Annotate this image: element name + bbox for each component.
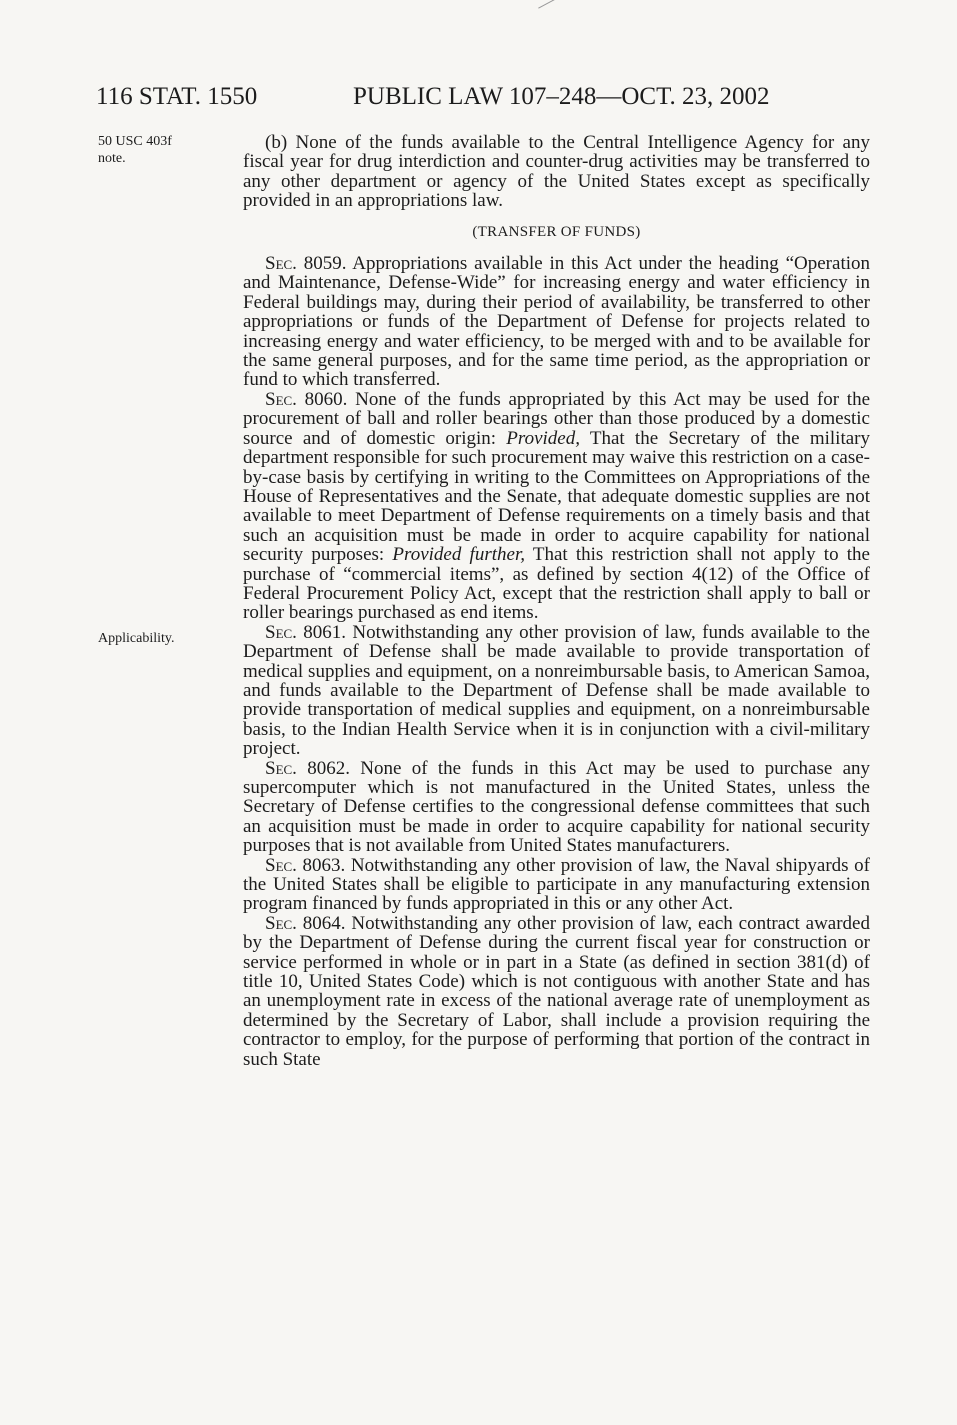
section-8062 [243, 759, 870, 856]
section-8064-label: Sec. 8064. [265, 912, 346, 934]
stray-pen-mark [538, 0, 560, 9]
section-8061-label: Sec. 8061. [265, 621, 347, 643]
section-8064-text: Notwithstanding any other provision of law, each contract awarded by the Department of Defense during the current fiscal year for construction or service performed in whole or in part in a State (as defined in section 381(d) of title 10, United States Code) which is not contiguous with another State and has an unemployment rate in excess of the national average rate of unemployment as determined by the Secretary of Labor, shall include a provision requiring the contractor to employ, for the purpose of performing that portion of the contract in such State [243, 912, 870, 1070]
statute-page-number: 116 STAT. 1550 [96, 83, 258, 110]
margin-note-usc-line1: 50 USC 403f [98, 134, 172, 149]
margin-note-usc-line2: note. [98, 151, 126, 166]
section-8063 [243, 856, 870, 914]
section-8063-label: Sec. 8063. [265, 854, 346, 876]
body-text [243, 133, 870, 1069]
page-header [96, 82, 876, 112]
section-8061 [243, 623, 870, 759]
section-8063-text: Notwithstanding any other provision of law, the Naval shipyards of the United States shall be eligible to participate in any manufacturing extension program financed by funds appropriated in this or any other Act. [243, 854, 870, 915]
public-law-citation: PUBLIC LAW 107–248—OCT. 23, 2002 [353, 83, 770, 110]
margin-note-usc [98, 133, 228, 167]
section-8061-text: Notwithstanding any other provision of law, funds available to the Department of Defense shall be made available to provide transportation of medical supplies and equipment, on a nonreimbursable basis, to American Samoa, and funds available to the Department of Defense shall be made available to provide transportation of medical supplies and equipment, on a nonreimbursable basis, to the Indian Health Service when it is in conjunction with a civil-military project. [243, 621, 870, 760]
section-8060-text-b: That the Secretary of the military department responsible for such procurement may waive this restriction on a case-by-case basis by certifying in writing to the Committees on Appropriations of the House of Representatives and the Senate, that adequate domestic supplies are not available to meet Department of Defense requirements on a timely basis and that such an acquisition must be made in order to acquire capability for national security purposes: [243, 427, 870, 566]
margin-note-applicability: Applicability. [98, 631, 175, 646]
section-8060-provided: Provided, [506, 427, 580, 449]
section-8062-label: Sec. 8062. [265, 757, 350, 779]
section-8060-provided-further: Provided further, [392, 544, 525, 566]
section-heading-transfer-of-funds: (TRANSFER OF FUNDS) [472, 223, 641, 240]
section-8060-text-a: None of the funds appropriated by this Act may be used for the procurement of ball and roller bearings other than those produced by a domestic source and of domestic origin: [243, 388, 870, 449]
section-8059 [243, 254, 870, 390]
section-8059-text: Appropriations available in this Act under the heading “Operation and Maintenance, Defense-Wide” for increasing energy and water efficiency in Federal buildings may, during their period of availability, be transferred to other appropriations or funds of the Department of Defense for projects related to increasing energy and water efficiency, to be merged with and to be available for the same general purposes, and for the same time period, as the appropriation or fund to which transferred. [243, 253, 870, 391]
section-8064 [243, 914, 870, 1069]
section-8060 [243, 390, 870, 623]
section-8062-text: None of the funds in this Act may be used to purchase any supercomputer which is not manufactured in the United States, unless the Secretary of Defense certifies to the congressional defense committees that such an acquisition must be made in order to acquire capability for national security purposes that is not available from United States manufacturers. [243, 757, 871, 857]
section-8059-label: Sec. 8059. [265, 253, 347, 275]
paragraph-b: (b) None of the funds available to the Central Intelligence Agency for any fiscal year for drug interdiction and counter-drug activities may be transferred to any other department or agency of the United States except as specifically provided in an appropriations law. [243, 132, 870, 212]
section-8060-label: Sec. 8060. [265, 388, 348, 410]
section-8060-text-c: That this restriction shall not apply to the purchase of “commercial items”, as defined by section 4(12) of the Office of Federal Procurement Policy Act, except that the restriction shall apply to ball or roller bearings purchased as end items. [243, 544, 870, 624]
